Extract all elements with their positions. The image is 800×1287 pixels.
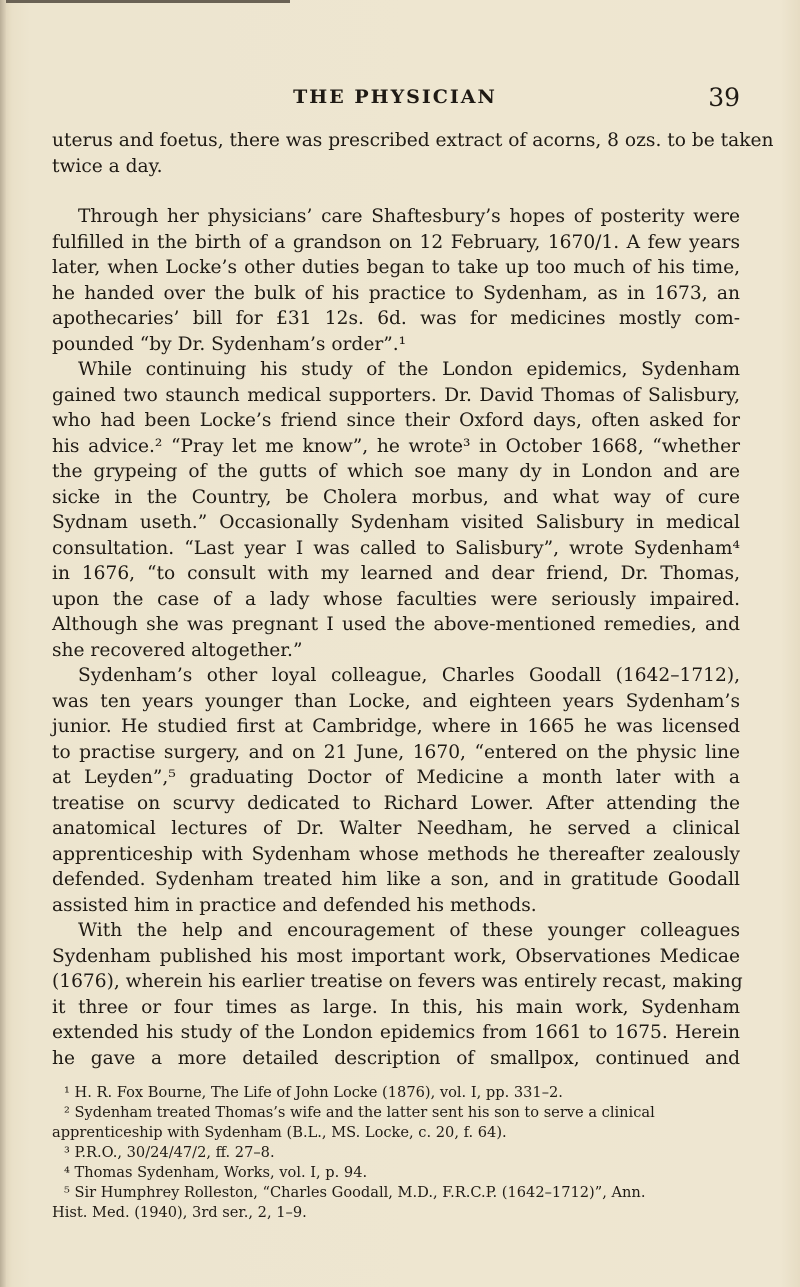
footnote-1: ¹ H. R. Fox Bourne, The Life of John Locke (1876), vol. I, pp. 331–2.	[64, 1084, 563, 1101]
paragraph-5	[52, 918, 743, 1071]
text-line: Through her physicians’ care Shaftesbury’s hopes of posterity were	[78, 206, 740, 227]
top-edge-rule	[0, 0, 290, 3]
text-line: he gave a more detailed description of smallpox, continued and	[52, 1047, 740, 1069]
text-line: assisted him in practice and defended his methods.	[52, 894, 537, 916]
text-line: While continuing his study of the London epidemics, Sydenham	[78, 359, 740, 380]
text-line: was ten years younger than Locke, and eighteen years Sydenham’s	[52, 690, 740, 712]
text-line: anatomical lectures of Dr. Walter Needham, he served a clinical	[52, 818, 740, 839]
text-line: extended his study of the London epidemics from 1661 to 1675. Herein	[52, 1022, 740, 1043]
text-line: he handed over the bulk of his practice to Sydenham, as in 1673, an	[52, 282, 740, 304]
text-line: consultation. “Last year I was called to Salisbury”, wrote Sydenham⁴	[52, 537, 740, 559]
text-line: Although she was pregnant I used the above-mentioned remedies, and	[52, 614, 740, 635]
page-gutter-shadow	[0, 0, 6, 1287]
text-line: who had been Locke’s friend since their Oxford days, often asked for	[52, 410, 740, 431]
text-line: sicke in the Country, be Cholera morbus, and what way of cure	[52, 486, 740, 508]
footnote-5: ⁵ Sir Humphrey Rolleston, “Charles Goodall, M.D., F.R.C.P. (1642–1712)”, Ann.	[64, 1184, 646, 1201]
text-line: at Leyden”,⁵ graduating Doctor of Medicine a month later with a	[52, 767, 740, 788]
text-line: his advice.² “Pray let me know”, he wrote³ in October 1668, “whether	[52, 435, 740, 457]
text-line: With the help and encouragement of these younger colleagues	[78, 920, 740, 941]
running-head	[50, 83, 740, 116]
text-line: apothecaries’ bill for £31 12s. 6d. was for medicines mostly com-	[52, 308, 740, 329]
paragraph-1	[52, 128, 774, 179]
body-text	[52, 128, 774, 1071]
text-line: gained two staunch medical supporters. Dr. David Thomas of Salisbury,	[52, 384, 740, 406]
footnote-5-cont: Hist. Med. (1940), 3rd ser., 2, 1–9.	[52, 1204, 307, 1221]
text-line: twice a day.	[52, 155, 163, 177]
text-line: defended. Sydenham treated him like a son, and in gratitude Goodall	[52, 869, 740, 890]
footnotes	[52, 1083, 740, 1223]
running-title: THE PHYSICIAN	[293, 86, 497, 108]
paragraph-4	[52, 663, 740, 918]
footnote-4: ⁴ Thomas Sydenham, Works, vol. I, p. 94.	[64, 1164, 368, 1181]
page-number: 39	[708, 83, 740, 112]
footnote-2-cont: apprenticeship with Sydenham (B.L., MS. Locke, c. 20, f. 64).	[52, 1124, 507, 1141]
footnote-2: ² Sydenham treated Thomas’s wife and the latter sent his son to serve a clinical	[64, 1104, 655, 1121]
text-line: to practise surgery, and on 21 June, 1670, “entered on the physic line	[52, 741, 740, 763]
text-line: in 1676, “to consult with my learned and dear friend, Dr. Thomas,	[52, 563, 740, 584]
text-line: Sydenham published his most important work, Observationes Medicae	[52, 945, 740, 967]
text-line: treatise on scurvy dedicated to Richard Lower. After attending the	[52, 792, 740, 814]
text-line: junior. He studied first at Cambridge, where in 1665 he was licensed	[52, 716, 740, 737]
paragraph-2	[52, 204, 740, 357]
text-line: Sydnam useth.” Occasionally Sydenham visited Salisbury in medical	[52, 512, 740, 533]
text-line: fulfilled in the birth of a grandson on 12 February, 1670/1. A few years	[52, 231, 740, 253]
footnote-3: ³ P.R.O., 30/24/47/2, ff. 27–8.	[64, 1144, 275, 1161]
text-line: (1676), wherein his earlier treatise on fevers was entirely recast, making	[52, 971, 743, 992]
paragraph-3	[52, 357, 740, 663]
text-line: pounded “by Dr. Sydenham’s order”.¹	[52, 333, 407, 355]
text-line: upon the case of a lady whose faculties were seriously impaired.	[52, 588, 740, 610]
text-line: it three or four times as large. In this, his main work, Sydenham	[52, 996, 740, 1018]
text-line: uterus and foetus, there was prescribed extract of acorns, 8 ozs. to be taken	[52, 130, 774, 151]
text-line: the grypeing of the gutts of which soe many dy in London and are	[52, 461, 740, 482]
text-line: apprenticeship with Sydenham whose methods he thereafter zealously	[52, 843, 740, 865]
text-line: later, when Locke’s other duties began to take up too much of his time,	[52, 257, 740, 278]
text-line: she recovered altogether.”	[52, 639, 303, 661]
text-line: Sydenham’s other loyal colleague, Charles Goodall (1642–1712),	[78, 665, 740, 686]
